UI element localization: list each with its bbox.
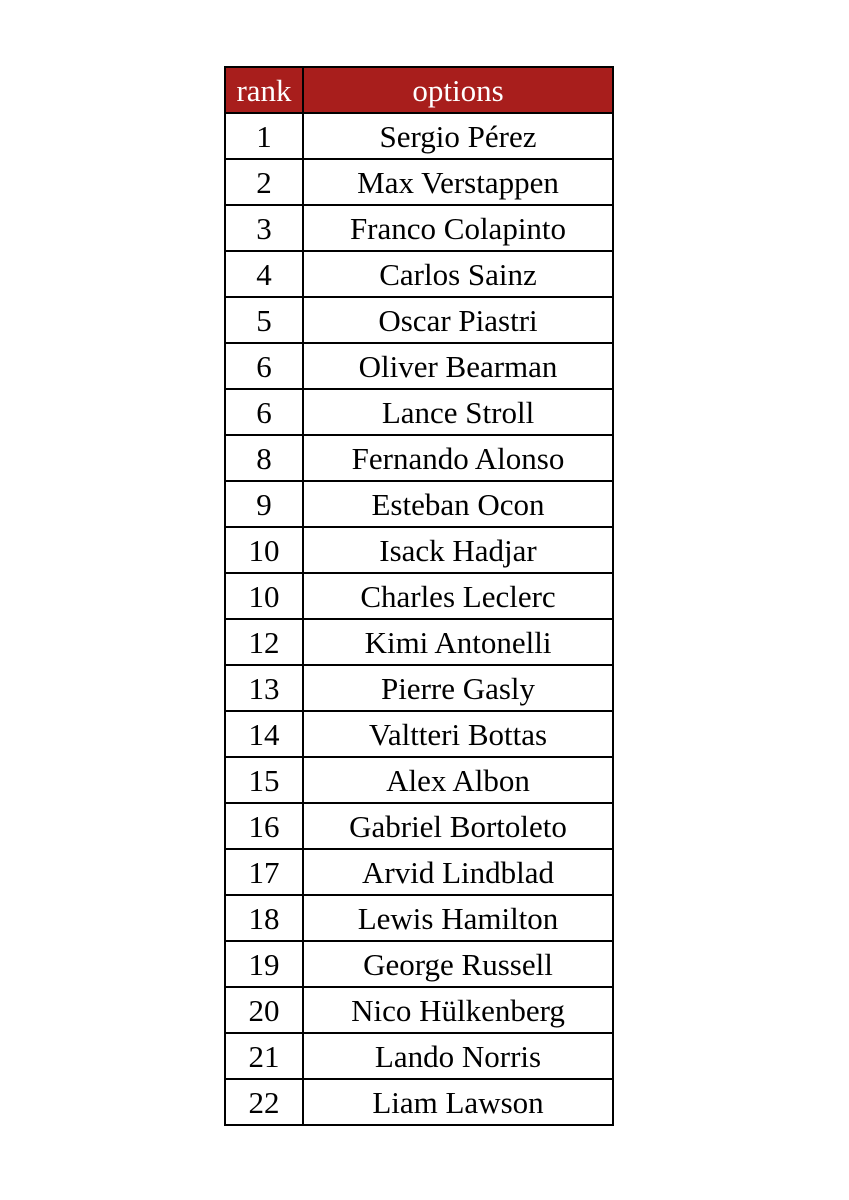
option-cell: Franco Colapinto [303, 205, 613, 251]
table-body [225, 113, 613, 1125]
option-cell: Valtteri Bottas [303, 711, 613, 757]
options-column-header: options [303, 67, 613, 113]
rank-cell: 22 [225, 1079, 303, 1125]
table-row [225, 159, 613, 205]
option-cell: Oscar Piastri [303, 297, 613, 343]
rank-cell: 10 [225, 573, 303, 619]
table-row [225, 435, 613, 481]
table-row [225, 987, 613, 1033]
option-cell: Lance Stroll [303, 389, 613, 435]
option-cell: Oliver Bearman [303, 343, 613, 389]
header-row [225, 67, 613, 113]
ranking-table [224, 66, 614, 1126]
table-header [225, 67, 613, 113]
table-row [225, 803, 613, 849]
table-row [225, 941, 613, 987]
option-cell: Carlos Sainz [303, 251, 613, 297]
rank-cell: 19 [225, 941, 303, 987]
rank-cell: 5 [225, 297, 303, 343]
option-cell: Isack Hadjar [303, 527, 613, 573]
option-cell: Lando Norris [303, 1033, 613, 1079]
rank-cell: 16 [225, 803, 303, 849]
table-row [225, 1033, 613, 1079]
rank-cell: 8 [225, 435, 303, 481]
table-row [225, 205, 613, 251]
option-cell: Lewis Hamilton [303, 895, 613, 941]
option-cell: Charles Leclerc [303, 573, 613, 619]
table-row [225, 665, 613, 711]
option-cell: Gabriel Bortoleto [303, 803, 613, 849]
table-row [225, 527, 613, 573]
table-row [225, 573, 613, 619]
table-row [225, 343, 613, 389]
table-row [225, 297, 613, 343]
rank-cell: 9 [225, 481, 303, 527]
option-cell: George Russell [303, 941, 613, 987]
option-cell: Max Verstappen [303, 159, 613, 205]
table-row [225, 849, 613, 895]
rank-cell: 10 [225, 527, 303, 573]
rank-cell: 6 [225, 389, 303, 435]
option-cell: Esteban Ocon [303, 481, 613, 527]
rank-cell: 15 [225, 757, 303, 803]
table-row [225, 895, 613, 941]
table-row [225, 711, 613, 757]
table-row [225, 389, 613, 435]
rank-cell: 13 [225, 665, 303, 711]
rank-cell: 1 [225, 113, 303, 159]
option-cell: Pierre Gasly [303, 665, 613, 711]
rank-cell: 12 [225, 619, 303, 665]
option-cell: Fernando Alonso [303, 435, 613, 481]
rank-cell: 18 [225, 895, 303, 941]
rank-cell: 21 [225, 1033, 303, 1079]
table-row [225, 481, 613, 527]
table-row [225, 1079, 613, 1125]
table-row [225, 113, 613, 159]
option-cell: Liam Lawson [303, 1079, 613, 1125]
option-cell: Arvid Lindblad [303, 849, 613, 895]
option-cell: Kimi Antonelli [303, 619, 613, 665]
rank-column-header: rank [225, 67, 303, 113]
rank-cell: 2 [225, 159, 303, 205]
table-row [225, 619, 613, 665]
rank-cell: 3 [225, 205, 303, 251]
rank-cell: 4 [225, 251, 303, 297]
option-cell: Alex Albon [303, 757, 613, 803]
option-cell: Sergio Pérez [303, 113, 613, 159]
rank-cell: 17 [225, 849, 303, 895]
rank-cell: 6 [225, 343, 303, 389]
rank-cell: 14 [225, 711, 303, 757]
rank-cell: 20 [225, 987, 303, 1033]
table-row [225, 251, 613, 297]
option-cell: Nico Hülkenberg [303, 987, 613, 1033]
table-row [225, 757, 613, 803]
